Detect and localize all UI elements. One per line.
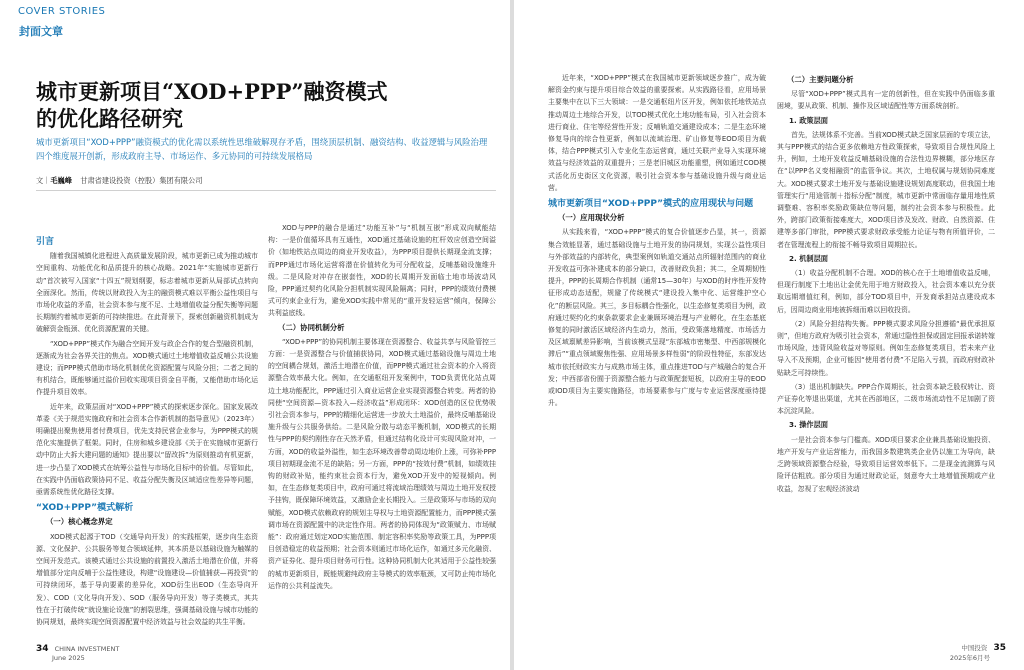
page-number-left: 34 (36, 644, 49, 654)
section-heading: “XOD+PPP”模式解析 (36, 503, 134, 514)
subheading-policy: 1. 政策层面 (789, 115, 828, 125)
subheading-operation: 3. 操作层面 (789, 420, 828, 430)
divider (36, 190, 496, 191)
subsection-heading: （一）核心概念界定 (46, 517, 113, 527)
paragraph: 近年来，政策层面对“XOD+PPP”模式的探索逐步深化。国家发展改革委《关于规范实施政府和社会资本合作新机制的指导意见》（2023年）明确提出聚焦使用者付费项目，优先支持民营企业参与，为PPP模式的规范化实施提供了框架。同时，住房和城乡建设部《关于在实施城市更新行动中防止大拆大建问题的通知》提出要以“留改拆”为原则推动有机更新，进一步凸显了XOD模式在统筹公益性与市场化目标中的价值。尽管如此，在实践中仍面临政策协同不足、收益分配失衡及区域适应性差异等问题，亟需系统性优化路径支撑。 (36, 402, 258, 497)
intro-heading: 引言 (36, 237, 55, 247)
issue-date-en: June 2025 (52, 654, 85, 662)
paragraph: “XOD+PPP”模式作为融合空间开发与政企合作的复合型融资机制，逐渐成为社会各界关注的焦点。XOD模式通过土地增值收益反哺公共设施建设；而PPP模式借助市场化机制优化资源配置与风险分担；二者之间的有机结合，既能够通过溢价回收实现项目资金自平衡，又能借助市场化运作提升项目效率。 (36, 339, 258, 397)
paragraph: 从实践来看，“XOD+PPP”模式的复合价值逐步凸显，其一，资源集合效能显著，通过基础设施与土地开发的协同规划，实现公益性项目与外部效益的内部转化，典型案例如轨道交通站点所辐射范围内的商业开发收益可弥补建成本的部分缺口，改善财政负担；其二，全周期韧性提升，PPP的长周期合作机制（通常15—30年）与XOD的时序性开发特征形成动态适配，规避了传统模式“建设投入集中化、运营维护空心化”的断层风险。其三，多目标耦合性强化，以生态修复类项目为例，政府通过契约化约束条款要求企业兼顾环境治理与产业孵化，在生态基底修复的同时激活区域经济内生动力，然而，受政策落地精度、市场活力及区域禀赋差异影响，当前该模式呈现“东部城市密集型、中西部规模化滞后”“重点领域聚焦性强、应用场景多样性弱”的阶段性特征，东部发达城市依托财政实力与成熟市场主体，重点推进TOD与产城融合的复合开发；中西部省份囿于资源整合能力与政策配套短板，以政府主导的EOD或IOD项目为主要实施路径，市场要素参与广度与专业运营深度亟待提升。 (548, 228, 766, 408)
subheading-mechanism: 2. 机制层面 (789, 253, 828, 263)
paragraph: 随着我国城镇化进程进入高质量发展阶段，城市更新已成为推动城市空间重构、功能优化和品质提升的核心战略。2021年“实施城市更新行动”首次被写入国家“十四五”规划纲要，标志着城市更新从局部试点转向全面深化。然而，传统以财政投入为主的融资模式难以平衡公益性项目与市场化收益的矛盾，社会资本参与度不足、土地增值收益分配失衡等问题长期制约着城市更新的可持续推进。在此背景下，探索创新融资机制成为破解资金瓶颈、优化资源配置的关键。 (36, 252, 258, 334)
paragraph: 首先，法规体系不完善。当前XOD模式缺乏国家层面的专项立法，其与PPP模式的结合更多依赖地方性政策探索，导致项目合规性风险上升，例如，土地开发收益反哺基础设施的合法性边界模糊，部分地区存在“以PPP名义变相融资”的监管争议。其次，土地权属与规划协同难度大。XOD模式要求土地开发与基础设施建设规划高度联动，但我国土地管理实行“用途管制＋指标分配”制度，城市更新中常面临存量用地性质调整难、容积率奖励政策缺位等问题，制约社会资本参与积极性。此外，跨部门政策衔接难度大，XOD项目涉及发改、财政、自然资源、住建等多部门审批，PPP模式要求财政承受能力论证与物有所值评价，二者在管理流程上的衔接不畅导致项目周期拉长。 (777, 130, 995, 249)
title-line-2: 的优化路径研究 (36, 106, 183, 131)
paragraph: XOD模式起源于TOD（交通导向开发）的实践框架，逐步向生态资源、文化保护、公共服务等复合领域延伸，其本质是以基础设施为触媒的空间开发范式。该模式通过公共设施的前置投入激活土地潜在价值，并将增值部分定向反哺于公益性建设，构建“设施建设—价值捕获—再投资”的可持续闭环，基于导向要素的差异化，XOD衍生出EOD（生态导向开发）、COD（文化导向开发）、SOD（服务导向开发）等子类模式，其共性在于打破传统“就设施论设施”的割裂思维，强调基础设施与城市功能的协同规划，最终实现空间资源配置中经济效益与社会效益的共生平衡。 (36, 532, 258, 627)
article-title (36, 78, 476, 132)
column-1 (36, 232, 258, 630)
paragraph: （3）退出机制缺失。PPP合作周期长，社会资本缺乏股权转让、资产证券化等退出渠道，尤其在西部地区，二级市场流动性不足加剧了资本沉淀风险。 (777, 382, 995, 416)
paragraph: XOD与PPP的融合是通过“功能互补”与“机制互嵌”形成双向赋能结构：一是价值循环具有互通性，XOD通过基础设施的杠杆效应创造空间溢价（如地铁站点周边的商业开发收益），为PPP项目提供长期现金流支撑；而PPP通过市场化运营将潜在价值转化为可分配收益，反哺基础设施维升级。二是风险对冲存在嵌套性，XOD的长周期开发面临土地市场波动风险，PPP通过契约化风险分担机制实现风险隔离；同时，PPP的绩效付费模式可约束企业行为，避免XOD实践中常见的“重开发轻运营”倾向，保障公共利益底线。 (268, 224, 496, 318)
right-folio (950, 643, 1006, 662)
paragraph: 一是社会资本参与门槛高。XOD项目要求企业兼具基础设施投资、地产开发与产业运营能力，而我国多数建筑类企业仍以施工为导向，缺乏跨领域资源整合经验，导致项目运营效率低下。二是现金流测算与风险评估粗放。部分项目为通过财政论证，刻意夸大土地增值预期或产业收益，忽视了宏观经济波动 (777, 435, 995, 493)
paragraph: （1）收益分配机制不合理。XOD的核心在于土地增值收益反哺，但现行制度下土地出让金优先用于地方财政投入，社会资本难以充分获取远期增值红利，例如，部分TOD项目中，开发商承担站点建设成本后，因周边商业用地被拆细而难以回收投资。 (777, 269, 995, 314)
title-line-1: 城市更新项目“XOD+PPP”融资模式 (36, 79, 388, 104)
column-4 (777, 72, 995, 632)
column-2 (268, 222, 496, 630)
column-3 (548, 72, 766, 632)
section-label-en: COVER STORIES (18, 6, 106, 17)
issue-date-cn: 2025年6月号 (949, 654, 990, 662)
right-page (514, 0, 1024, 670)
left-folio (36, 644, 119, 662)
paragraph: 近年来，“XOD+PPP”模式在我国城市更新领域逐步推广，成为破解资金约束与提升项目综合效益的重要探索。从实践路径看，应用场景主要集中在以下三大领域：一是交通枢纽片区开发，例如依托地铁站点推动周边土地综合开发，以TOD模式优化土地功能布局，引入社会资本进行商业、住宅等经营性开发；反哺轨道交通建设成本；二是生态环境修复导向的综合性更新，例如以流域治理、矿山修复等EOD项目为载体，结合PPP模式引入专业化生态运营商，通过关联产业导入实现环境效益与经济效益的双重提升；三是老旧城区功能重塑，例如通过COD模式活化历史街区文化资源，吸引社会资本参与基础设施升级与商业运营。 (548, 74, 766, 192)
subsection-heading: （二）主要问题分析 (787, 75, 854, 84)
paragraph: “XOD+PPP”的协同机制主要体现在资源整合、收益共享与风险管控三方面：一是资源整合与价值捕获协同，XOD模式通过基础设施与周边土地的空间耦合规划，激活土地潜在价值，而PPP模式通过社会资本的介入将资源整合效率最大化。例如，在交通枢纽开发案例中，TOD负责优化站点周边土地功能配比，PPP通过引入商业运营企业实现资源整合转变。两者的协同使“空间资源—资本投入—经济收益”形成闭环：XOD创造的区位优势吸引社会资本参与，PPP的精细化运营进一步放大土地溢价，最终反哺基础设施升级与公共服务供给。二是风险分散与动态平衡机制，XOD模式的长期性与PPP的契约刚性存在天然矛盾，但通过结构化设计可实现风险对冲，一方面，XOD的收益外溢性，如生态环境改善带动周边地价上涨，可弥补PPP项目初期现金流不足的缺陷；另一方面，PPP的“按效付费”机制，如绩效挂钩的财政补贴，能约束社会资本行为，避免XOD开发中的短视倾向。例如，在生态修复类项目中，政府可通过将流域治理绩效与周边土地开发权授予挂钩，既保障环境效益，又激励企业长期投入。三是政策环与市场的双向赋能，XOD模式依赖政府的规划主导权与土地资源配置能力，而PPP模式强调市场在资源配置中的决定性作用。两者的协同体现为“政策赋力、市场赋能”：政府通过划定XOD实施范围、制定容积率奖励等政策工具，为PPP项目创造稳定的收益预期；社会资本则通过市场化运作，如通过多元化融资、资产证券化、提升项目财务可行性。这种协同机制大化其适用于公益性较强的城市更新项目，既能规避纯政府主导模式的效率瓶颈，又可防止纯市场化运作的公共利益流失。 (268, 337, 496, 590)
magazine-name-en: CHINA INVESTMENT (54, 645, 120, 653)
section-heading: 城市更新项目“XOD+PPP”模式的应用现状与问题 (548, 199, 754, 210)
subsection-heading: （二）协同机制分析 (278, 322, 345, 332)
author-org: 甘肃省建设投资（控股）集团有限公司 (80, 176, 203, 185)
article-subtitle: 城市更新项目“XOD+PPP”融资模式的优化需以系统性思维破解现存矛盾，围绕顶层机制、融资结构、收益逻辑与风险治理四个维度展开创新，形成政府主导、市场运作、多元协同的可持续发展格局 (36, 137, 488, 161)
magazine-name-cn: 中国投资 (961, 644, 988, 652)
byline (36, 176, 496, 186)
author-name: 毛巍峰 (50, 176, 72, 185)
left-page (0, 0, 510, 670)
section-label-cn: 封面文章 (19, 25, 63, 38)
paragraph: （2）风险分担结构失衡。PPP模式要求风险分担遵循“最优承担原则”，但地方政府为吸引社会资本，常通过隐性担保或固定回报承诺转嫁市场风险，违背风险收益对等原则。例如生态修复类项目，若未来产业导入不及预期，企业可能因“使用者付费”不足陷入亏损，而政府财政补贴缺乏可持续性。 (777, 319, 995, 377)
subsection-heading: （一）应用现状分析 (558, 213, 625, 223)
page-number-right: 35 (993, 643, 1006, 653)
byline-prefix: 文｜ (36, 176, 51, 185)
paragraph: 尽管“XOD+PPP”模式具有一定的创新性，但在实践中仍面临多重困境，要从政策、机制、操作及区域适配性等方面系统剖析。 (777, 90, 995, 111)
